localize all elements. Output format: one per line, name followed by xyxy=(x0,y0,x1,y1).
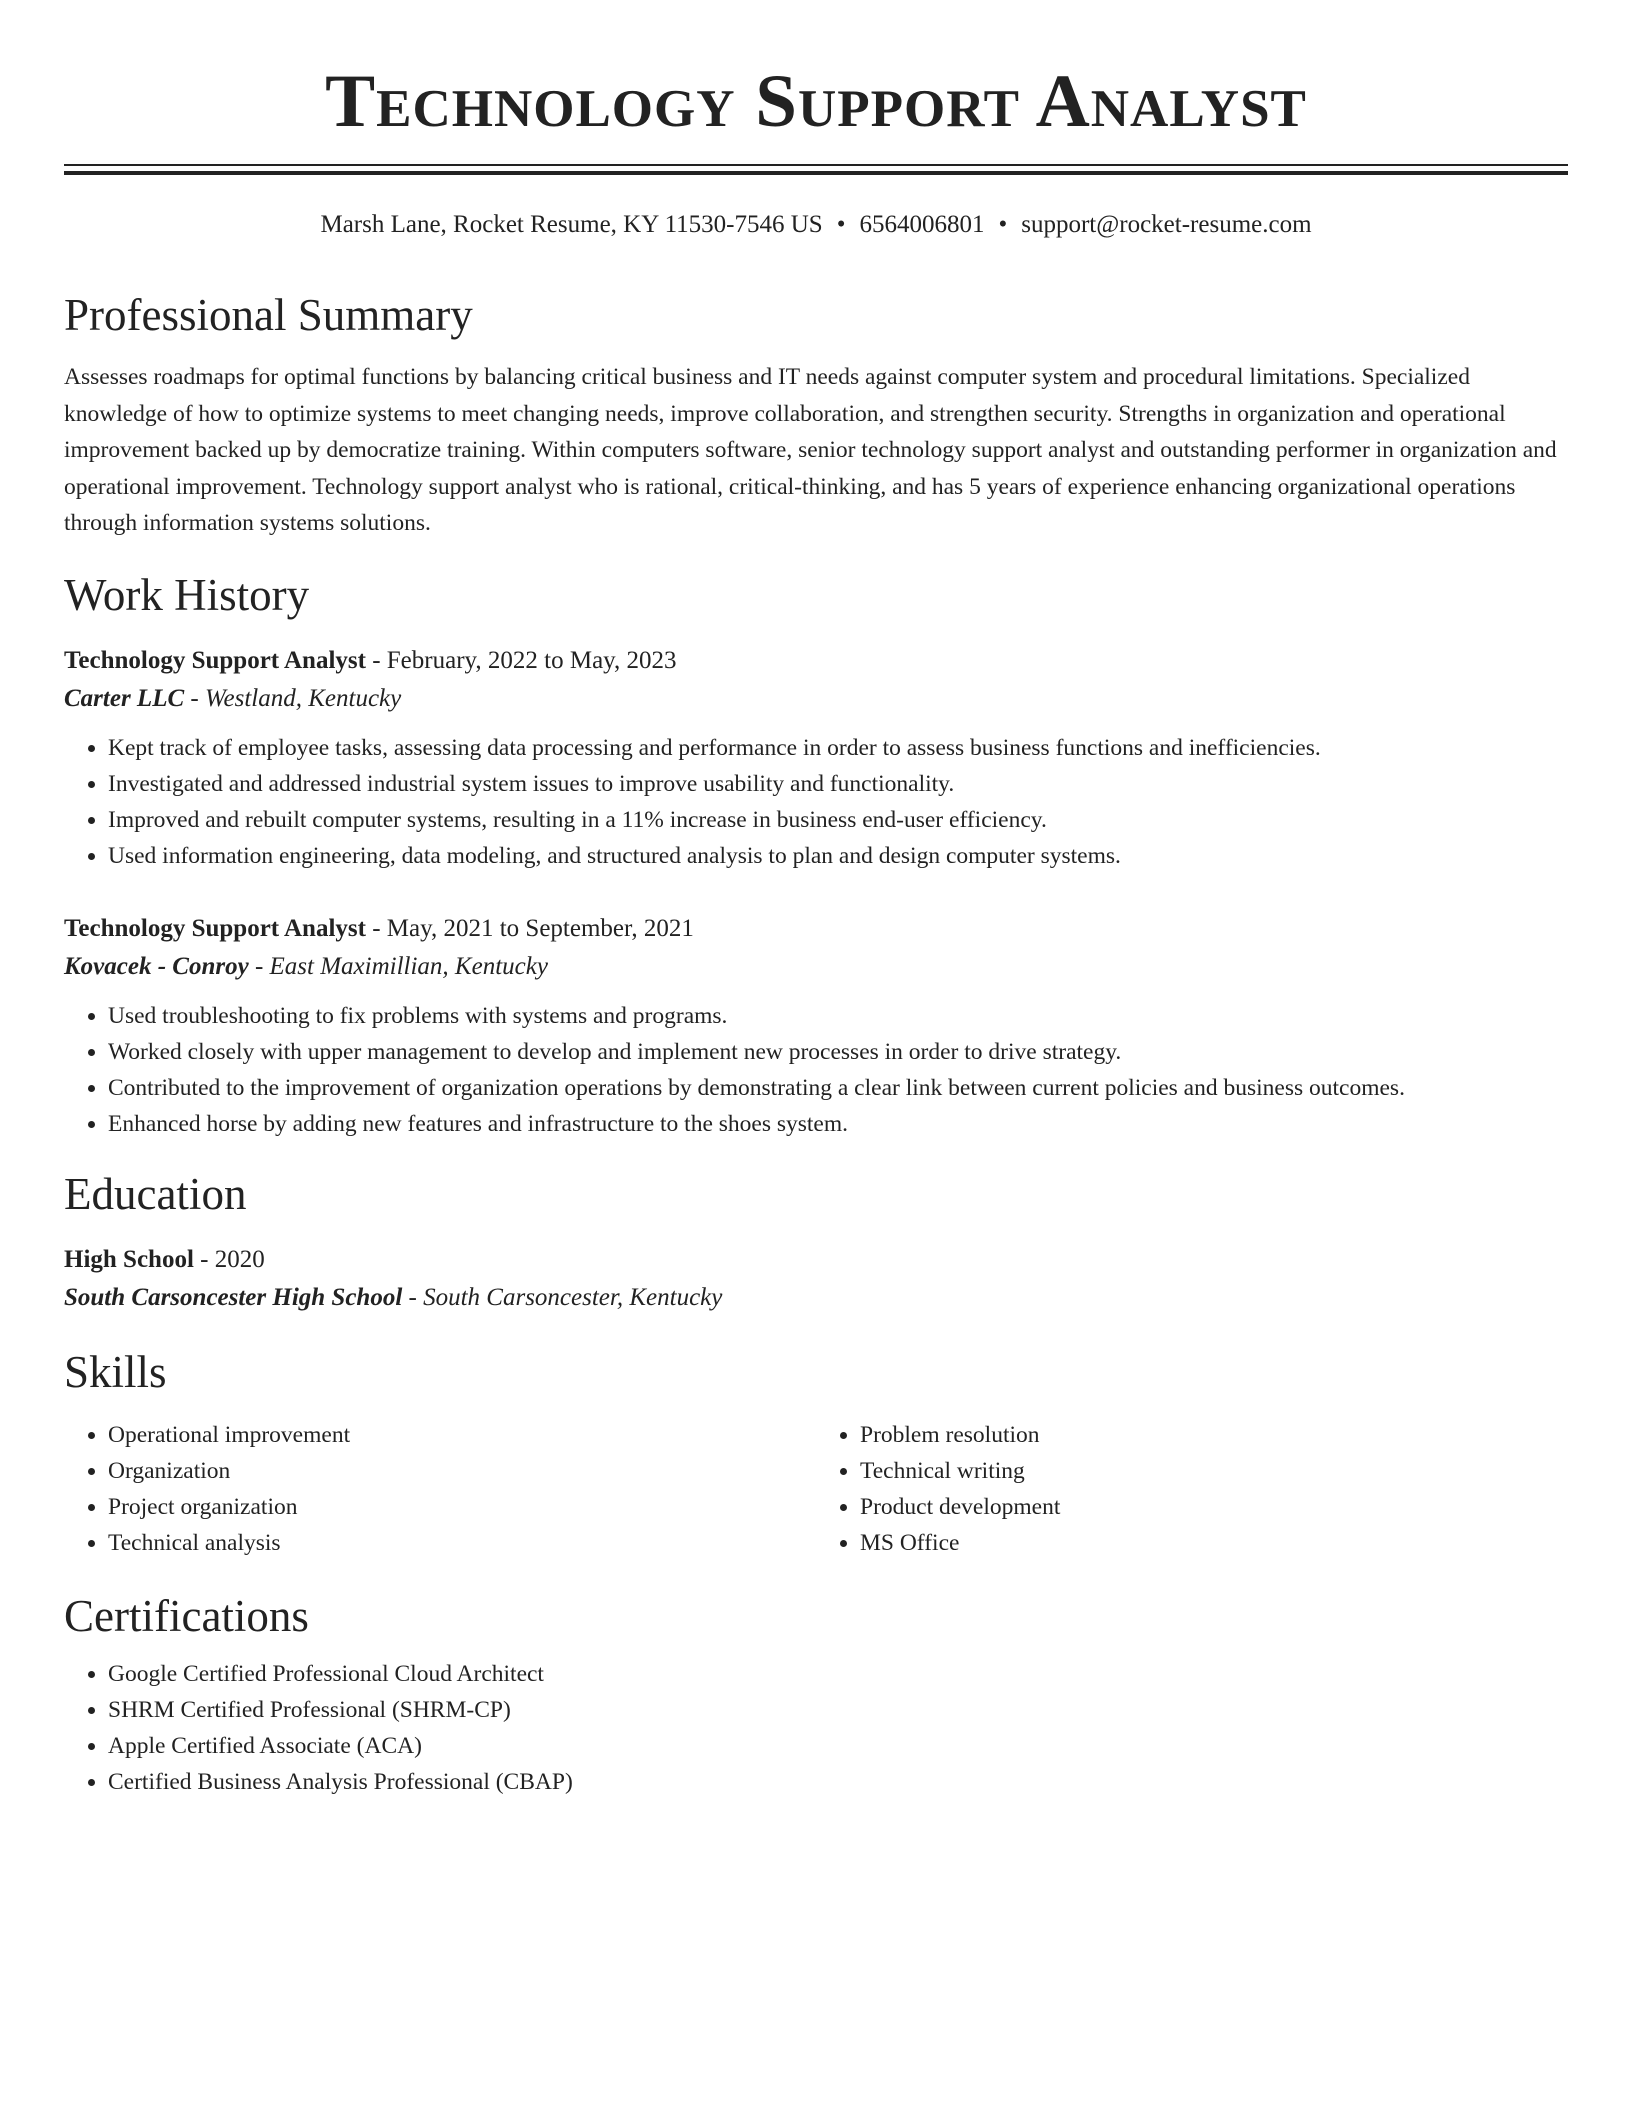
job-bullets xyxy=(64,998,1568,1142)
certification-item: • SHRM Certified Professional (SHRM-CP) xyxy=(108,1692,1568,1728)
skill-item: • MS Office xyxy=(860,1525,1568,1561)
job-bullets xyxy=(64,730,1568,874)
job-dates: - May, 2021 to September, 2021 xyxy=(365,914,694,942)
education-header xyxy=(64,1241,1568,1279)
job-bullet: • Used troubleshooting to fix problems with systems and programs. xyxy=(108,998,1568,1034)
job-header xyxy=(64,642,1568,680)
certification-item: • Certified Business Analysis Professional (CBAP) xyxy=(108,1764,1568,1800)
education-year: - 2020 xyxy=(193,1245,265,1273)
certifications-list xyxy=(64,1656,1568,1800)
skill-item: • Technical analysis xyxy=(108,1525,816,1561)
skills-list-left xyxy=(64,1417,816,1561)
skills-columns xyxy=(64,1417,1568,1561)
certification-item: • Google Certified Professional Cloud Architect xyxy=(108,1656,1568,1692)
education-degree: High School xyxy=(64,1245,194,1273)
contact-line xyxy=(64,209,1568,241)
job-location: - Westland, Kentucky xyxy=(184,684,402,712)
job-bullet: • Investigated and addressed industrial system issues to improve usability and functionality. xyxy=(108,766,1568,802)
job-dates: - February, 2022 to May, 2023 xyxy=(365,646,677,674)
job-company: Kovacek - Conroy xyxy=(64,952,249,980)
summary-text: Assesses roadmaps for optimal functions by balancing critical business and IT needs against computer system and procedural limitations. Specialized knowledge of how to optimize systems to meet changing needs, improve collaboration, and strengthen security. Strengths in organization and operational improvement backed up by democratize training. Within computers software, senior technology support analyst and outstanding performer in organization and operational improvement. Technology support analyst who is rational, critical-thinking, and has 5 years of experience enhancing organizational operations through information systems solutions. xyxy=(64,364,1557,536)
job-entry xyxy=(64,910,1568,1142)
job-bullet: • Used information engineering, data modeling, and structured analysis to plan and design computer systems. xyxy=(108,838,1568,874)
resume-title: Technology Support Analyst xyxy=(325,60,1307,143)
skill-item: • Technical writing xyxy=(860,1453,1568,1489)
skill-item: • Product development xyxy=(860,1489,1568,1525)
job-employer xyxy=(64,948,1568,986)
job-header xyxy=(64,910,1568,948)
job-title: Technology Support Analyst xyxy=(64,646,366,674)
job-company: Carter LLC xyxy=(64,684,185,712)
section-heading-work-history: Work History xyxy=(64,569,310,620)
skill-item: • Operational improvement xyxy=(108,1417,816,1453)
job-bullet: • Enhanced horse by adding new features and infrastructure to the shoes system. xyxy=(108,1106,1568,1142)
contact-email: support@rocket-resume.com xyxy=(1021,211,1312,238)
title-divider-thin xyxy=(64,164,1568,166)
skills-list-right xyxy=(816,1417,1568,1561)
education-location: - South Carsoncester, Kentucky xyxy=(402,1283,723,1311)
skill-item: • Project organization xyxy=(108,1489,816,1525)
contact-phone: 6564006801 xyxy=(859,211,985,238)
education-entry xyxy=(64,1241,1568,1317)
section-heading-skills: Skills xyxy=(64,1346,167,1397)
contact-separator: • xyxy=(836,211,846,238)
job-bullet: • Contributed to the improvement of organization operations by demonstrating a clear link between current policies and business outcomes. xyxy=(108,1070,1568,1106)
job-bullet: • Improved and rebuilt computer systems, resulting in a 11% increase in business end-user efficiency. xyxy=(108,802,1568,838)
skill-item: • Problem resolution xyxy=(860,1417,1568,1453)
job-title: Technology Support Analyst xyxy=(64,914,366,942)
education-institution xyxy=(64,1279,1568,1317)
job-bullet: • Worked closely with upper management to develop and implement new processes in order to drive strategy. xyxy=(108,1034,1568,1070)
contact-address: Marsh Lane, Rocket Resume, KY 11530-7546 US xyxy=(320,211,823,238)
education-school: South Carsoncester High School xyxy=(64,1283,403,1311)
job-employer xyxy=(64,680,1568,718)
skill-item: • Organization xyxy=(108,1453,816,1489)
job-location: - East Maximillian, Kentucky xyxy=(248,952,548,980)
section-heading-education: Education xyxy=(64,1168,247,1219)
certification-item: • Apple Certified Associate (ACA) xyxy=(108,1728,1568,1764)
title-divider-thick xyxy=(64,171,1568,175)
job-entry xyxy=(64,642,1568,874)
section-heading-certifications: Certifications xyxy=(64,1590,309,1641)
section-heading-summary: Professional Summary xyxy=(64,290,473,340)
job-bullet: • Kept track of employee tasks, assessing data processing and performance in order to assess business functions and inefficiencies. xyxy=(108,730,1568,766)
contact-separator: • xyxy=(998,211,1008,238)
